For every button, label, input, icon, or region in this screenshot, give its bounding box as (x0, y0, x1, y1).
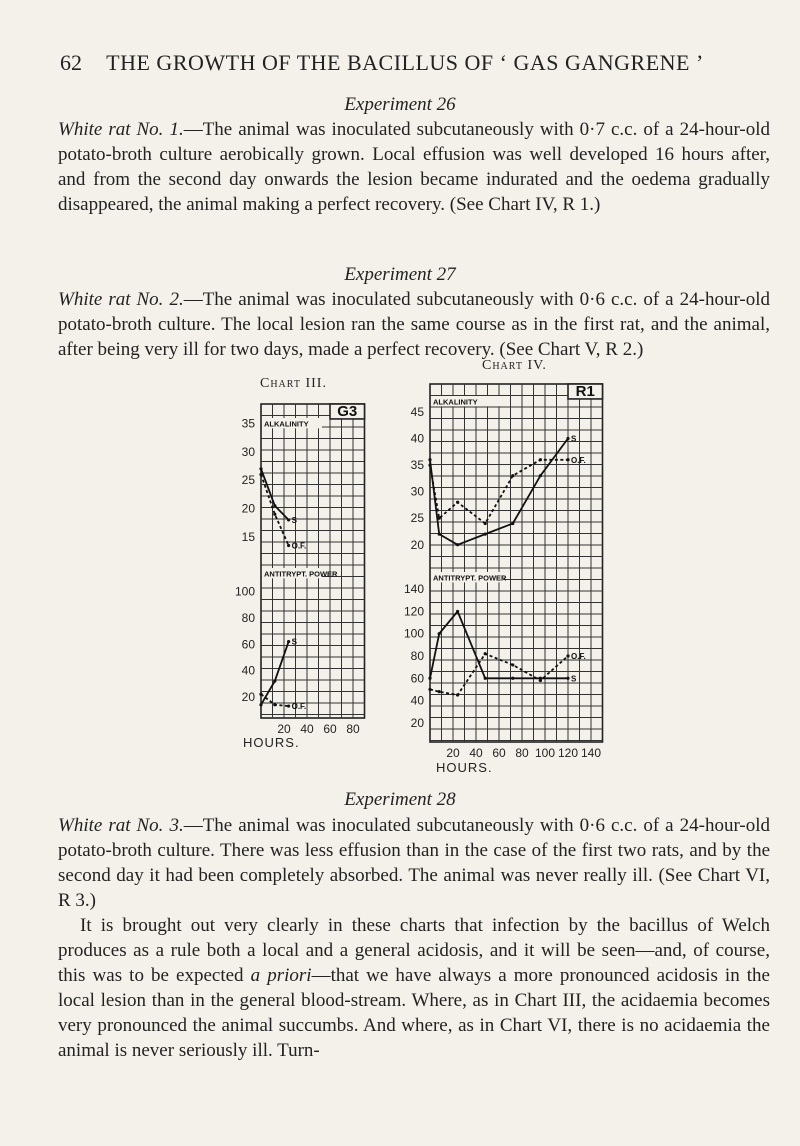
chart-iii-title: Chart III. (260, 376, 327, 391)
chart-iv-title: Chart IV. (482, 358, 547, 373)
data-point (428, 458, 431, 461)
chart-frame (261, 404, 365, 718)
data-point (484, 522, 487, 525)
series-label: S (291, 637, 297, 647)
data-point (287, 518, 290, 521)
chart-frame (430, 384, 603, 742)
y-tick-label: 120 (403, 604, 424, 619)
chart-iv (400, 378, 620, 768)
chart-id-label: G3 (337, 403, 358, 421)
x-tick-label: 20 (446, 746, 460, 760)
data-point (438, 632, 441, 635)
y-tick-label: 30 (410, 484, 424, 499)
running-title: THE GROWTH OF THE BACILLUS OF ‘ GAS GANGRENE ’ (106, 50, 704, 75)
data-point (259, 467, 262, 470)
data-point (511, 474, 514, 477)
discussion-text-b: —that we have always a more pronounced acidosis in the local lesion than in the general blood-stream. Where, as in Chart III, the acidaemia becomes very pronounced the animal succumbs. And where, as in Chart VI, there is no acidaemia the animal is never seriously ill. Turn- (58, 965, 770, 1061)
data-point (456, 543, 459, 546)
data-point (566, 458, 569, 461)
data-point (484, 652, 487, 655)
x-tick-label: 100 (534, 746, 556, 760)
data-point (428, 677, 431, 680)
experiment-27-paragraph (58, 287, 770, 362)
x-tick-label: 60 (492, 746, 506, 760)
y-tick-label: 80 (410, 649, 424, 663)
data-point (273, 504, 276, 507)
data-point (273, 679, 276, 682)
series-label: O.F. (291, 541, 307, 551)
y-tick-label: 80 (241, 611, 255, 625)
data-point (566, 437, 569, 440)
data-point (511, 663, 514, 666)
y-tick-label: 20 (410, 715, 424, 730)
data-point (539, 474, 542, 477)
chart-iii (225, 398, 385, 758)
discussion-text-a: It is brought out very clearly in these charts that infection by the bacillus of Welch produces as a rule both a local and a general acidosis, and it will be seen—and, of course, this was to be expected (58, 915, 770, 986)
chart-id-label: R1 (575, 383, 595, 401)
x-tick-label: 60 (323, 722, 337, 736)
data-point (484, 677, 487, 680)
experiment-28-text: —The animal was inoculated subcutaneously with 0·6 c.c. of a 24-hour-old potato-broth culture. There was less effusion than in the case of the first two rats, and by the second day it had been completely absorbed. The animal was never really ill. (See Chart VI, R 3.) (58, 815, 770, 911)
data-point (566, 654, 569, 657)
y-tick-label: 40 (410, 431, 424, 446)
y-tick-label: 20 (241, 501, 255, 516)
data-point (287, 544, 290, 547)
data-point (273, 513, 276, 516)
data-point (428, 688, 431, 691)
x-tick-label: 80 (515, 746, 529, 760)
data-point (539, 458, 542, 461)
experiment-27-heading: Experiment 27 (344, 264, 456, 285)
y-tick-label: 20 (410, 537, 424, 552)
experiment-27-subject: White rat No. 2. (58, 289, 184, 310)
y-tick-label: 15 (241, 529, 255, 544)
experiment-26-subject: White rat No. 1. (58, 119, 184, 140)
x-tick-label: 40 (300, 722, 314, 736)
discussion-a-priori: a priori (250, 965, 312, 986)
y-tick-label: 35 (241, 416, 255, 431)
y-tick-label: 40 (241, 663, 255, 678)
y-tick-label: 35 (410, 458, 424, 473)
series-label: S (571, 434, 577, 444)
x-tick-label: 20 (277, 722, 291, 736)
y-tick-label: 60 (410, 671, 424, 686)
data-point (259, 693, 262, 696)
y-tick-label: 25 (241, 473, 255, 488)
data-point (484, 533, 487, 536)
experiment-26-text: —The animal was inoculated subcutaneously with 0·7 c.c. of a 24-hour-old potato-broth culture aerobically grown. Local effusion was well developed 16 hours after, and from the second day onwards the lesion became indurated and the oedema gradually disappeared, the animal making a perfect recovery. (See Chart IV, R 1.) (58, 119, 770, 215)
panel-header-label: ANTITRYPT. POWER (264, 569, 338, 579)
data-point (438, 690, 441, 693)
chart-iv-hours-label: HOURS. (436, 760, 493, 775)
panel-header-label: ANTITRYPT. POWER (433, 573, 507, 583)
series-label: O.F. (291, 702, 307, 712)
data-point (287, 640, 290, 643)
series-label: O.F. (571, 455, 586, 465)
y-tick-label: 40 (410, 693, 424, 708)
chart-iii-hours-label: HOURS. (243, 735, 300, 750)
y-tick-label: 25 (410, 511, 424, 526)
y-tick-label: 45 (410, 404, 424, 419)
y-tick-label: 100 (403, 626, 424, 641)
x-tick-label: 120 (557, 746, 579, 760)
series-label: S (571, 674, 577, 684)
experiment-28-heading: Experiment 28 (344, 789, 456, 810)
data-point (511, 677, 514, 680)
data-point (456, 693, 459, 696)
series-label: S (291, 515, 297, 525)
data-point (273, 703, 276, 706)
experiment-26-paragraph (58, 117, 770, 217)
y-tick-label: 60 (241, 637, 255, 652)
data-point (259, 473, 262, 476)
data-point (566, 677, 569, 680)
y-tick-label: 100 (234, 584, 255, 599)
y-tick-label: 140 (403, 582, 424, 597)
x-tick-label: 40 (469, 746, 483, 760)
panel-header-label: ALKALINITY (264, 419, 309, 429)
page-header (60, 50, 750, 80)
x-tick-label: 140 (580, 746, 602, 760)
data-point (511, 522, 514, 525)
experiment-28-paragraph (58, 813, 770, 913)
data-point (456, 501, 459, 504)
series-label: O.F. (571, 652, 586, 661)
experiment-26-heading: Experiment 26 (344, 94, 456, 115)
data-point (438, 533, 441, 536)
discussion-paragraph (58, 913, 770, 1063)
data-point (438, 517, 441, 520)
data-point (539, 679, 542, 682)
x-tick-label: 80 (346, 722, 360, 736)
data-point (428, 463, 431, 466)
data-point (259, 703, 262, 706)
y-tick-label: 30 (241, 444, 255, 459)
y-tick-label: 20 (241, 689, 255, 704)
data-point (456, 610, 459, 613)
experiment-27-text: —The animal was inoculated subcutaneously with 0·6 c.c. of a 24-hour-old potato-broth culture. The local lesion ran the same course as in the first rat, and the animal, after being very ill for two days, made a perfect recovery. (See Chart V, R 2.) (58, 289, 770, 360)
page-number: 62 (60, 50, 82, 75)
panel-header-label: ALKALINITY (433, 397, 478, 407)
experiment-28-subject: White rat No. 3. (58, 815, 184, 836)
data-point (287, 704, 290, 707)
